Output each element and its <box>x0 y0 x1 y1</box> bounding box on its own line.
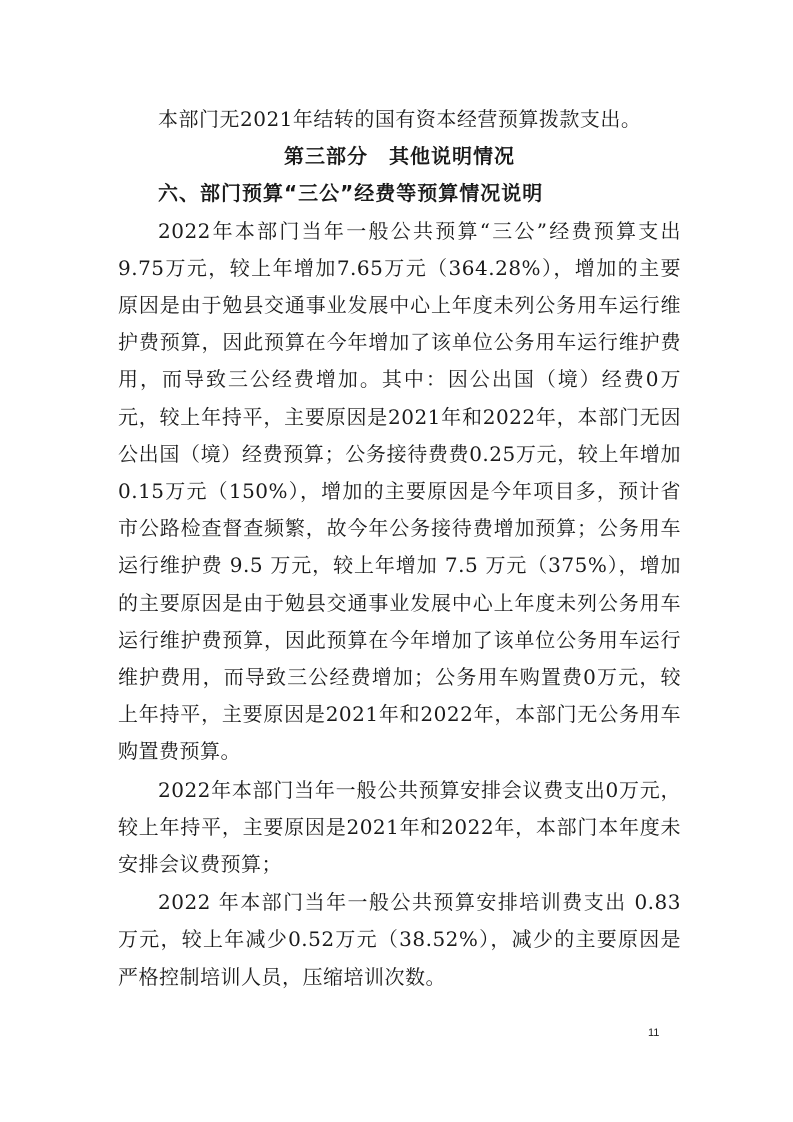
paragraph-state-capital-note: 本部门无2021年结转的国有资本经营预算拨款支出。 <box>158 107 642 131</box>
paragraph-meeting-expenses: 2022年本部门当年一般公共预算安排会议费支出0万元，较上年持平，主要原因是2021年和2022年，本部门本年度未安排会议费预算； <box>118 777 681 877</box>
section-title: 第三部分 其他说明情况 <box>284 144 515 169</box>
page-body <box>118 101 681 996</box>
subsection-title: 六、部门预算“三公”经费等预算情况说明 <box>158 181 544 206</box>
page-number: 11 <box>648 1027 660 1039</box>
paragraph-three-public-expenses: 2022年本部门当年一般公共预算“三公”经费预算支出9.75万元，较上年增加7.65万元（364.28%），增加的主要原因是由于勉县交通事业发展中心上年度未列公务用车运行维护费预算，因此预算在今年增加了该单位公务用车运行维护费用，而导致三公经费增加。其中：因公出国（境）经费0万元，较上年持平，主要原因是2021年和2022年，本部门无因公出国（境）经费预算；公务接待费费0.25万元，较上年增加0.15万元（150%），增加的主要原因是今年项目多，预计省市公路检查督查频繁，故今年公务接待费增加预算；公务用车运行维护费 9.5 万元，较上年增加 7.5 万元（375%），增加的主要原因是由于勉县交通事业发展中心上年度未列公务用车运行维护费预算，因此预算在今年增加了该单位公务用车运行维护费用，而导致三公经费增加；公务用车购置费0万元，较上年持平，主要原因是2021年和2022年，本部门无公务用车购置费预算。 <box>118 218 681 764</box>
paragraph-training-expenses: 2022 年本部门当年一般公共预算安排培训费支出 0.83 万元，较上年减少0.52万元（38.52%），减少的主要原因是严格控制培训人员，压缩培训次数。 <box>118 890 681 989</box>
